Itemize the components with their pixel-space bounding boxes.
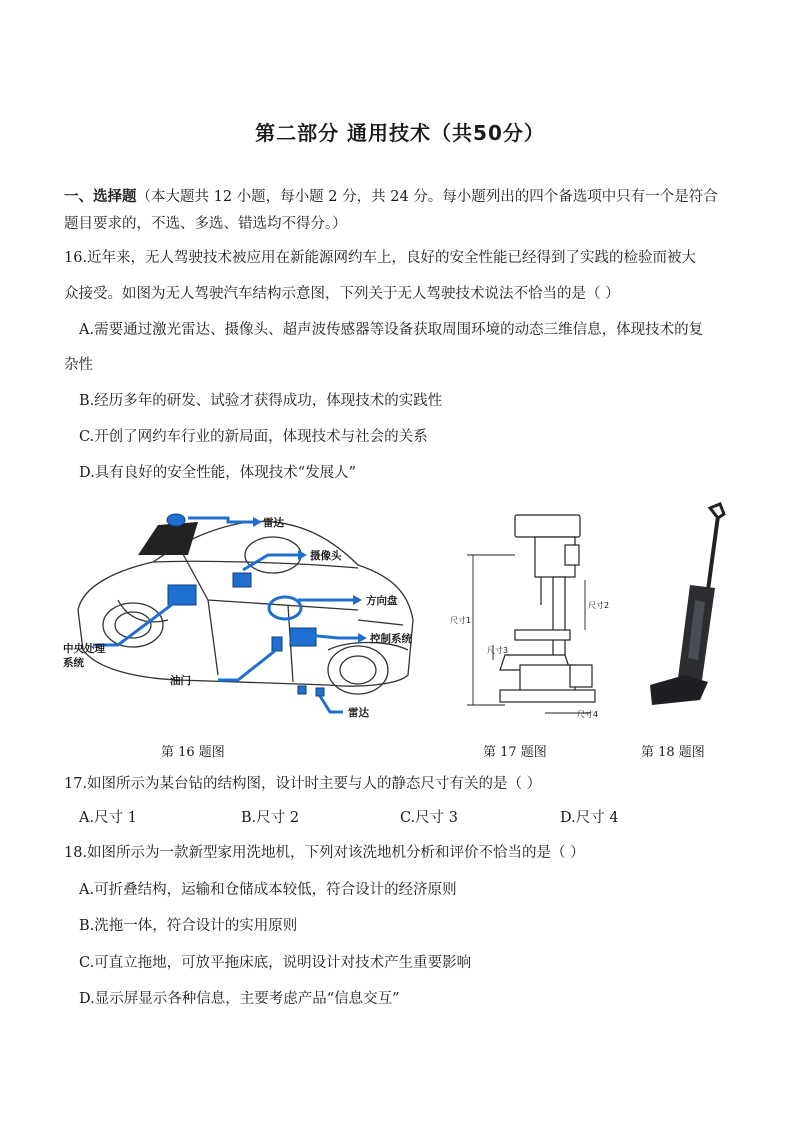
label-radar-top: 雷达 [263,517,284,529]
page-title: 第二部分 通用技术（共50分） [255,121,545,145]
label-camera: 摄像头 [310,550,342,562]
q18-stem: 18.如图所示为一款新型家用洗地机，下列对该洗地机分析和评价不恰当的是（ ） [64,845,585,861]
sensor-boxes [168,573,324,696]
label-dim4: 尺寸4 [577,710,599,719]
q16-option-a-line2: 杂性 [64,357,93,373]
washer-base [650,675,708,705]
camera-box [233,573,251,587]
front-radar-1 [298,686,306,694]
steering-wheel [269,597,301,619]
label-dim2: 尺寸2 [588,601,610,610]
label-steering: 方向盘 [366,595,398,607]
label-dim3: 尺寸3 [487,646,509,655]
drill-press-body [500,515,595,702]
label-cpu-line1: 中央处理 [63,643,105,655]
q18-option-c: C.可直立拖地，可放平拖床底，说明设计对技术产生重要影响 [79,955,472,971]
label-radar-bottom: 雷达 [348,707,369,719]
roof-sensor-bar [138,522,198,555]
label-control-system: 控制系统 [370,633,412,645]
figure-16-car-diagram [58,500,448,725]
q17-option-d: D.尺寸 4 [560,810,619,826]
q16-option-b: B.经历多年的研发、试验才获得成功，体现技术的实践性 [79,393,443,409]
section-heading: 一、选择题 [64,189,137,205]
control-box [290,628,316,646]
washer-shaft [708,516,718,590]
arrow-heads [253,517,367,643]
q16-stem-line1: 16.近年来，无人驾驶技术被应用在新能源网约车上，良好的安全性能已经得到了实践的检验而被大 [64,250,697,266]
q18-option-b: B.洗拖一体，符合设计的实用原则 [79,918,298,934]
q17-stem: 17.如图所示为某台钻的结构图，设计时主要与人的静态尺寸有关的是（ ） [64,776,542,792]
cpu-box [168,585,196,605]
caption-fig17: 第 17 题图 [483,745,547,760]
figure-17-drill-press [445,505,615,720]
label-throttle: 油门 [170,675,191,687]
q16-stem-line2: 众接受。如图为无人驾驶汽车结构示意图，下列关于无人驾驶技术说法不恰当的是（ ） [64,286,620,302]
throttle-box [272,637,282,651]
q17-option-a: A.尺寸 1 [79,810,137,826]
q16-option-a-line1: A.需要通过激光雷达、摄像头、超声波传感器等设备获取周围环境的动态三维信息，体现技术的复 [79,322,704,338]
q16-option-c: C.开创了网约车行业的新局面，体现技术与社会的关系 [79,429,428,445]
section-instr-text: （本大题共 12 小题，每小题 2 分，共 24 分。每小题列出的四个备选项中只有一个是符合 [136,189,718,205]
label-cpu-line2: 系统 [63,657,84,669]
q18-option-d: D.显示屏显示各种信息，主要考虑产品“信息交互” [79,991,400,1007]
car-outline [78,521,413,694]
figure-18-floor-washer [640,500,735,720]
roof-radar [167,514,185,526]
q17-option-b: B.尺寸 2 [241,810,300,826]
label-dim1: 尺寸1 [450,616,472,625]
section-instructions-line2: 题目要求的，不选、多选、错选均不得分。） [64,216,347,232]
q17-option-c: C.尺寸 3 [400,810,459,826]
callout-arrows [93,518,358,712]
caption-fig18: 第 18 题图 [641,745,705,760]
section-instructions-line1 [64,187,718,207]
caption-fig16: 第 16 题图 [161,745,225,760]
q16-option-d: D.具有良好的安全性能，体现技术“发展人” [79,465,357,481]
front-radar-2 [316,688,324,696]
q18-option-a: A.可折叠结构，运输和仓储成本较低，符合设计的经济原则 [79,882,457,898]
